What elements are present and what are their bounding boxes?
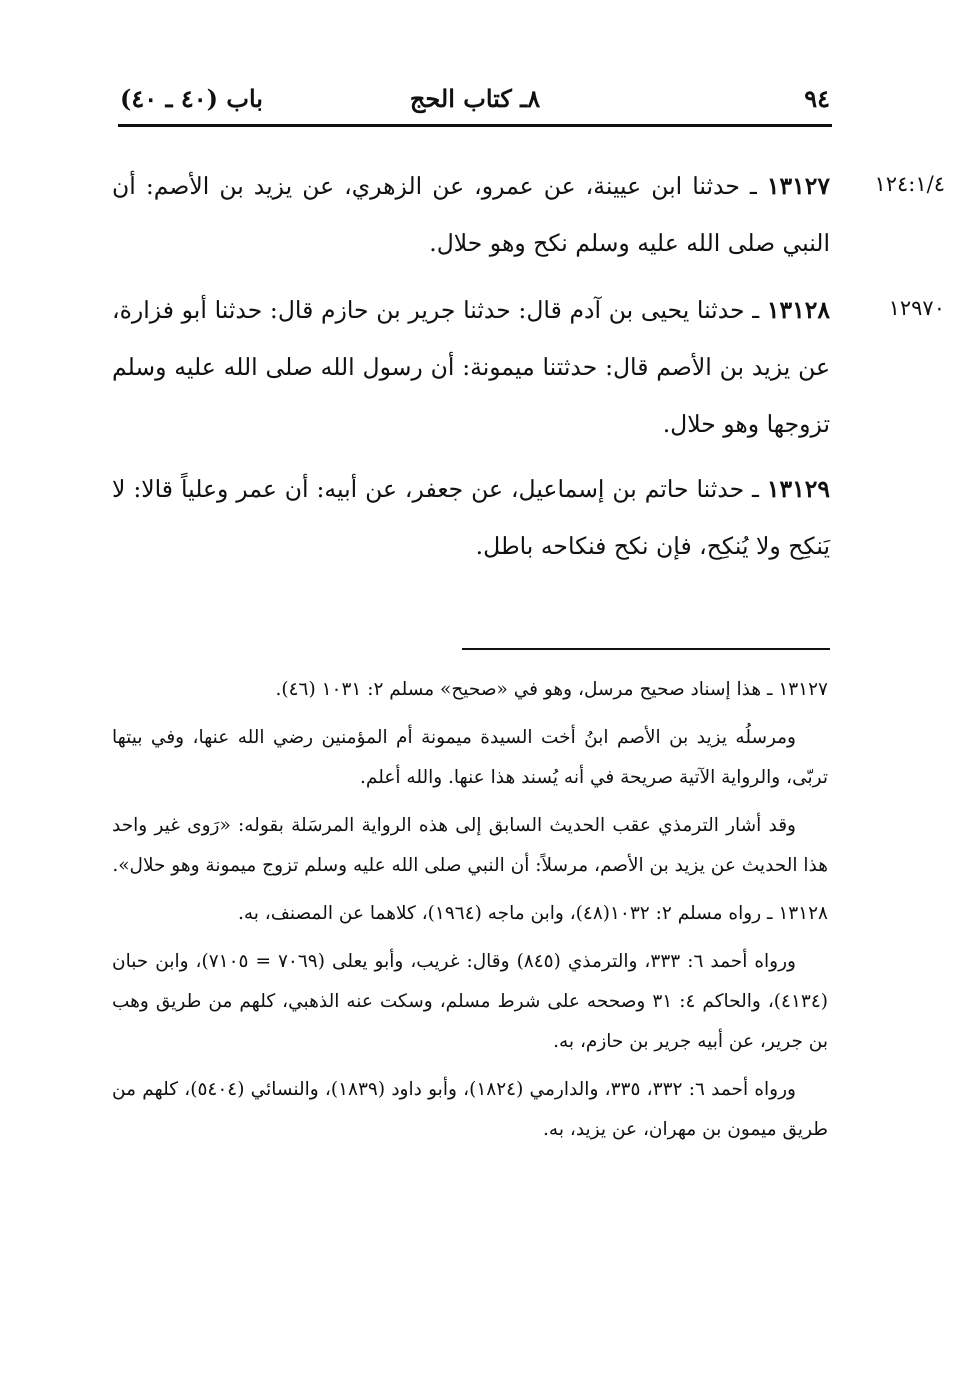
hadith-text: ـ حدثنا حاتم بن إسماعيل، عن جعفر، عن أبيه: أن عمر وعلياً قالا: لا يَنكِح ولا يُنكِح، فإن نكح فنكاحه باطل. xyxy=(112,475,830,560)
page-number: ٩٤ xyxy=(804,84,830,113)
hadith-number: ١٣١٢٩ xyxy=(766,475,830,503)
footnote-13128: ١٣١٢٨ ـ رواه مسلم ٢: ١٠٣٢(٤٨)، وابن ماجه (١٩٦٤)، كلاهما عن المصنف، به. xyxy=(237,903,828,924)
book-title: ٨ـ كتاب الحج xyxy=(409,84,541,113)
hadith-text: ـ حدثنا ابن عيينة، عن عمرو، عن الزهري، عن يزيد بن الأصم: أن النبي صلى الله عليه وسلم نكح وهو حلال. xyxy=(112,172,830,257)
page-header xyxy=(118,78,832,122)
chapter-title: باب (٤٠ ـ ٤٠) xyxy=(120,84,263,113)
hadith-13128 xyxy=(112,282,830,453)
header-divider xyxy=(118,124,832,127)
hadith-13129 xyxy=(112,461,830,575)
margin-reference-2: ١٢٩٧٠ xyxy=(888,296,945,320)
hadith-number: ١٣١٢٨ xyxy=(766,296,830,324)
footnotes xyxy=(112,670,828,1158)
footnote-paragraph: ورواه أحمد ٦: ٣٣٣، والترمذي (٨٤٥) وقال: غريب، وأبو يعلى (٧٠٦٩ = ٧١٠٥)، وابن حبان (٤١٣٤)، والحاكم ٤: ٣١ وصححه على شرط مسلم، وسكت عنه الذهبي، كلهم من طريق وهب بن جرير، عن أبيه جرير بن حازم، به. xyxy=(112,951,828,1052)
footnote-13127: ١٣١٢٧ ـ هذا إسناد صحيح مرسل، وهو في «صحيح» مسلم ٢: ١٠٣١ (٤٦). xyxy=(275,679,828,700)
footnote-paragraph: ومرسلُه يزيد بن الأصم ابنُ أخت السيدة ميمونة أم المؤمنين رضي الله عنها، وفي بيتها تربّى، والرواية الآتية صريحة في أنه يُسند هذا عنها. والله أعلم. xyxy=(112,727,828,788)
footnote-paragraph: وقد أشار الترمذي عقب الحديث السابق إلى هذه الرواية المرسَلة بقوله: «رَوى غير واحد هذا الحديث عن يزيد بن الأصم، مرسلاً: أن النبي صلى الله عليه وسلم تزوج ميمونة وهو حلال». xyxy=(112,815,828,876)
footnote-divider xyxy=(462,648,830,650)
margin-reference-1: ١٢٤:١/٤ xyxy=(874,172,945,196)
hadith-number: ١٣١٢٧ xyxy=(766,172,830,200)
footnote-paragraph: ورواه أحمد ٦: ٣٣٢، ٣٣٥، والدارمي (١٨٢٤)، وأبو داود (١٨٣٩)، والنسائي (٥٤٠٤)، كلهم من طريق ميمون بن مهران، عن يزيد، به. xyxy=(112,1079,828,1140)
hadith-text: ـ حدثنا يحيى بن آدم قال: حدثنا جرير بن حازم قال: حدثنا أبو فزارة، عن يزيد بن الأصم قال: حدثتنا ميمونة: أن رسول الله صلى الله عليه وسلم تزوجها وهو حلال. xyxy=(112,296,830,438)
hadith-13127 xyxy=(112,158,830,272)
